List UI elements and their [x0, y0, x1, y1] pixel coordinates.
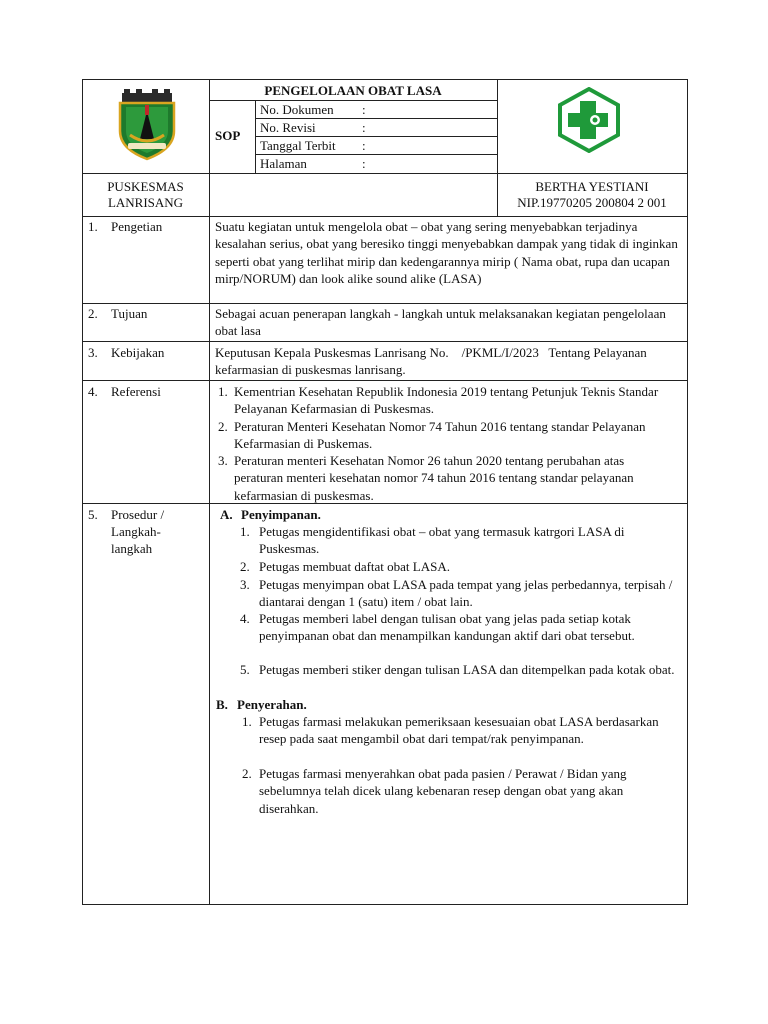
- list-number: 3.: [218, 453, 228, 468]
- puskesmas-logo: [556, 87, 622, 153]
- list-number: 1.: [218, 384, 228, 399]
- section-label-pengetian: Pengetian: [111, 219, 163, 234]
- reference-item: Kementrian Kesehatan Republik Indonesia 2019 tentang Petunjuk Teknis Standar Pelayanan Kefarmasian di Puskesmas.: [234, 384, 659, 417]
- field-no-revisi-sep: :: [362, 120, 366, 135]
- subsection-letter: B.: [216, 697, 228, 712]
- reference-item: Peraturan Menteri Kesehatan Nomor 74 Tahun 2016 tentang standar Pelayanan Kefarmasian di Puskemas.: [234, 419, 646, 452]
- signer-nip: NIP.19770205 200804 2 001: [517, 195, 667, 210]
- signer-name: BERTHA YESTIANI: [535, 179, 649, 194]
- procedure-item: Petugas membuat daftat obat LASA.: [259, 559, 450, 574]
- subsection-letter: A.: [220, 507, 233, 522]
- field-no-revisi-label: No. Revisi: [260, 120, 316, 135]
- list-number: 4.: [240, 611, 250, 626]
- field-tanggal-terbit-label: Tanggal Terbit: [260, 138, 336, 153]
- section-text-pengetian: Suatu kegiatan untuk mengelola obat – obat yang sering menyebabkan terjadinya kesalahan serius, obat yang beresiko tinggi menyebabkan dampak yang tidak di inginkan seperti obat yang terlihat mirip dan kedengarannya mirip ( Nama obat, rupa dan ucapan mirp/NORUM) dan look alike sound alike (LASA): [215, 219, 678, 286]
- section-label-prosedur-line1: Prosedur /: [111, 507, 165, 522]
- procedure-item: Petugas mengidentifikasi obat – obat yang termasuk katrgori LASA di Puskesmas.: [259, 524, 625, 557]
- field-no-dokumen-label: No. Dokumen: [260, 102, 334, 117]
- reference-item: Peraturan menteri Kesehatan Nomor 26 tahun 2020 tentang perubahan atas peraturan menteri kesehatan nomor 74 tahun 2016 tentang standar pelayanan kefarmasian di puskesmas.: [234, 453, 634, 503]
- section-number: 2.: [88, 306, 98, 321]
- field-tanggal-terbit-sep: :: [362, 138, 366, 153]
- procedure-item: Petugas farmasi melakukan pemeriksaan kesesuaian obat LASA berdasarkan resep pada saat mengambil obat dari tempat/rak penyimpanan.: [259, 714, 659, 747]
- procedure-item: Petugas menyimpan obat LASA pada tempat yang jelas perbedannya, terpisah / diantarai dengan 1 (satu) item / obat lain.: [259, 577, 673, 610]
- section-number: 5.: [88, 507, 98, 522]
- section-label-referensi: Referensi: [111, 384, 161, 399]
- section-number: 3.: [88, 345, 98, 360]
- document-title: PENGELOLAAN OBAT LASA: [264, 83, 442, 98]
- section-label-prosedur-line2: Langkah-: [111, 524, 161, 539]
- procedure-item: Petugas memberi stiker dengan tulisan LASA dan ditempelkan pada kotak obat.: [259, 662, 675, 677]
- list-number: 2.: [240, 559, 250, 574]
- section-text-tujuan: Sebagai acuan penerapan langkah - langkah untuk melaksanakan kegiatan pengelolaan obat lasa: [215, 306, 666, 339]
- procedure-item: Petugas farmasi menyerahkan obat pada pasien / Perawat / Bidan yang sebelumnya telah dicek ulang kebenaran resep dengan obat yang akan diserahkan.: [259, 766, 627, 816]
- field-no-dokumen-sep: :: [362, 102, 366, 117]
- regency-crest-logo: [114, 87, 180, 161]
- section-label-kebijakan: Kebijakan: [111, 345, 165, 360]
- list-number: 1.: [240, 524, 250, 539]
- sop-label: SOP: [215, 128, 241, 143]
- org-name-line2: LANRISANG: [107, 195, 184, 210]
- subsection-title-penyimpanan: Penyimpanan.: [241, 507, 321, 522]
- list-number: 2.: [242, 766, 252, 781]
- list-number: 5.: [240, 662, 250, 677]
- list-number: 1.: [242, 714, 252, 729]
- section-number: 4.: [88, 384, 98, 399]
- section-label-tujuan: Tujuan: [111, 306, 148, 321]
- field-halaman-label: Halaman: [260, 156, 307, 171]
- section-text-kebijakan: Keputusan Kepala Puskesmas Lanrisang No. /PKML/I/2023 Tentang Pelayanan kefarmasian di puskesmas lanrisang.: [215, 345, 650, 378]
- section-number: 1.: [88, 219, 98, 234]
- section-label-prosedur-line3: langkah: [111, 541, 153, 556]
- list-number: 2.: [218, 419, 228, 434]
- org-name-line1: PUSKESMAS: [107, 179, 184, 194]
- field-halaman-sep: :: [362, 156, 366, 171]
- subsection-title-penyerahan: Penyerahan.: [237, 697, 307, 712]
- procedure-item: Petugas memberi label dengan tulisan obat yang jelas pada setiap kotak penyimpanan obat dan menampilkan kandungan aktif dari obat tersebut.: [259, 611, 635, 644]
- list-number: 3.: [240, 577, 250, 592]
